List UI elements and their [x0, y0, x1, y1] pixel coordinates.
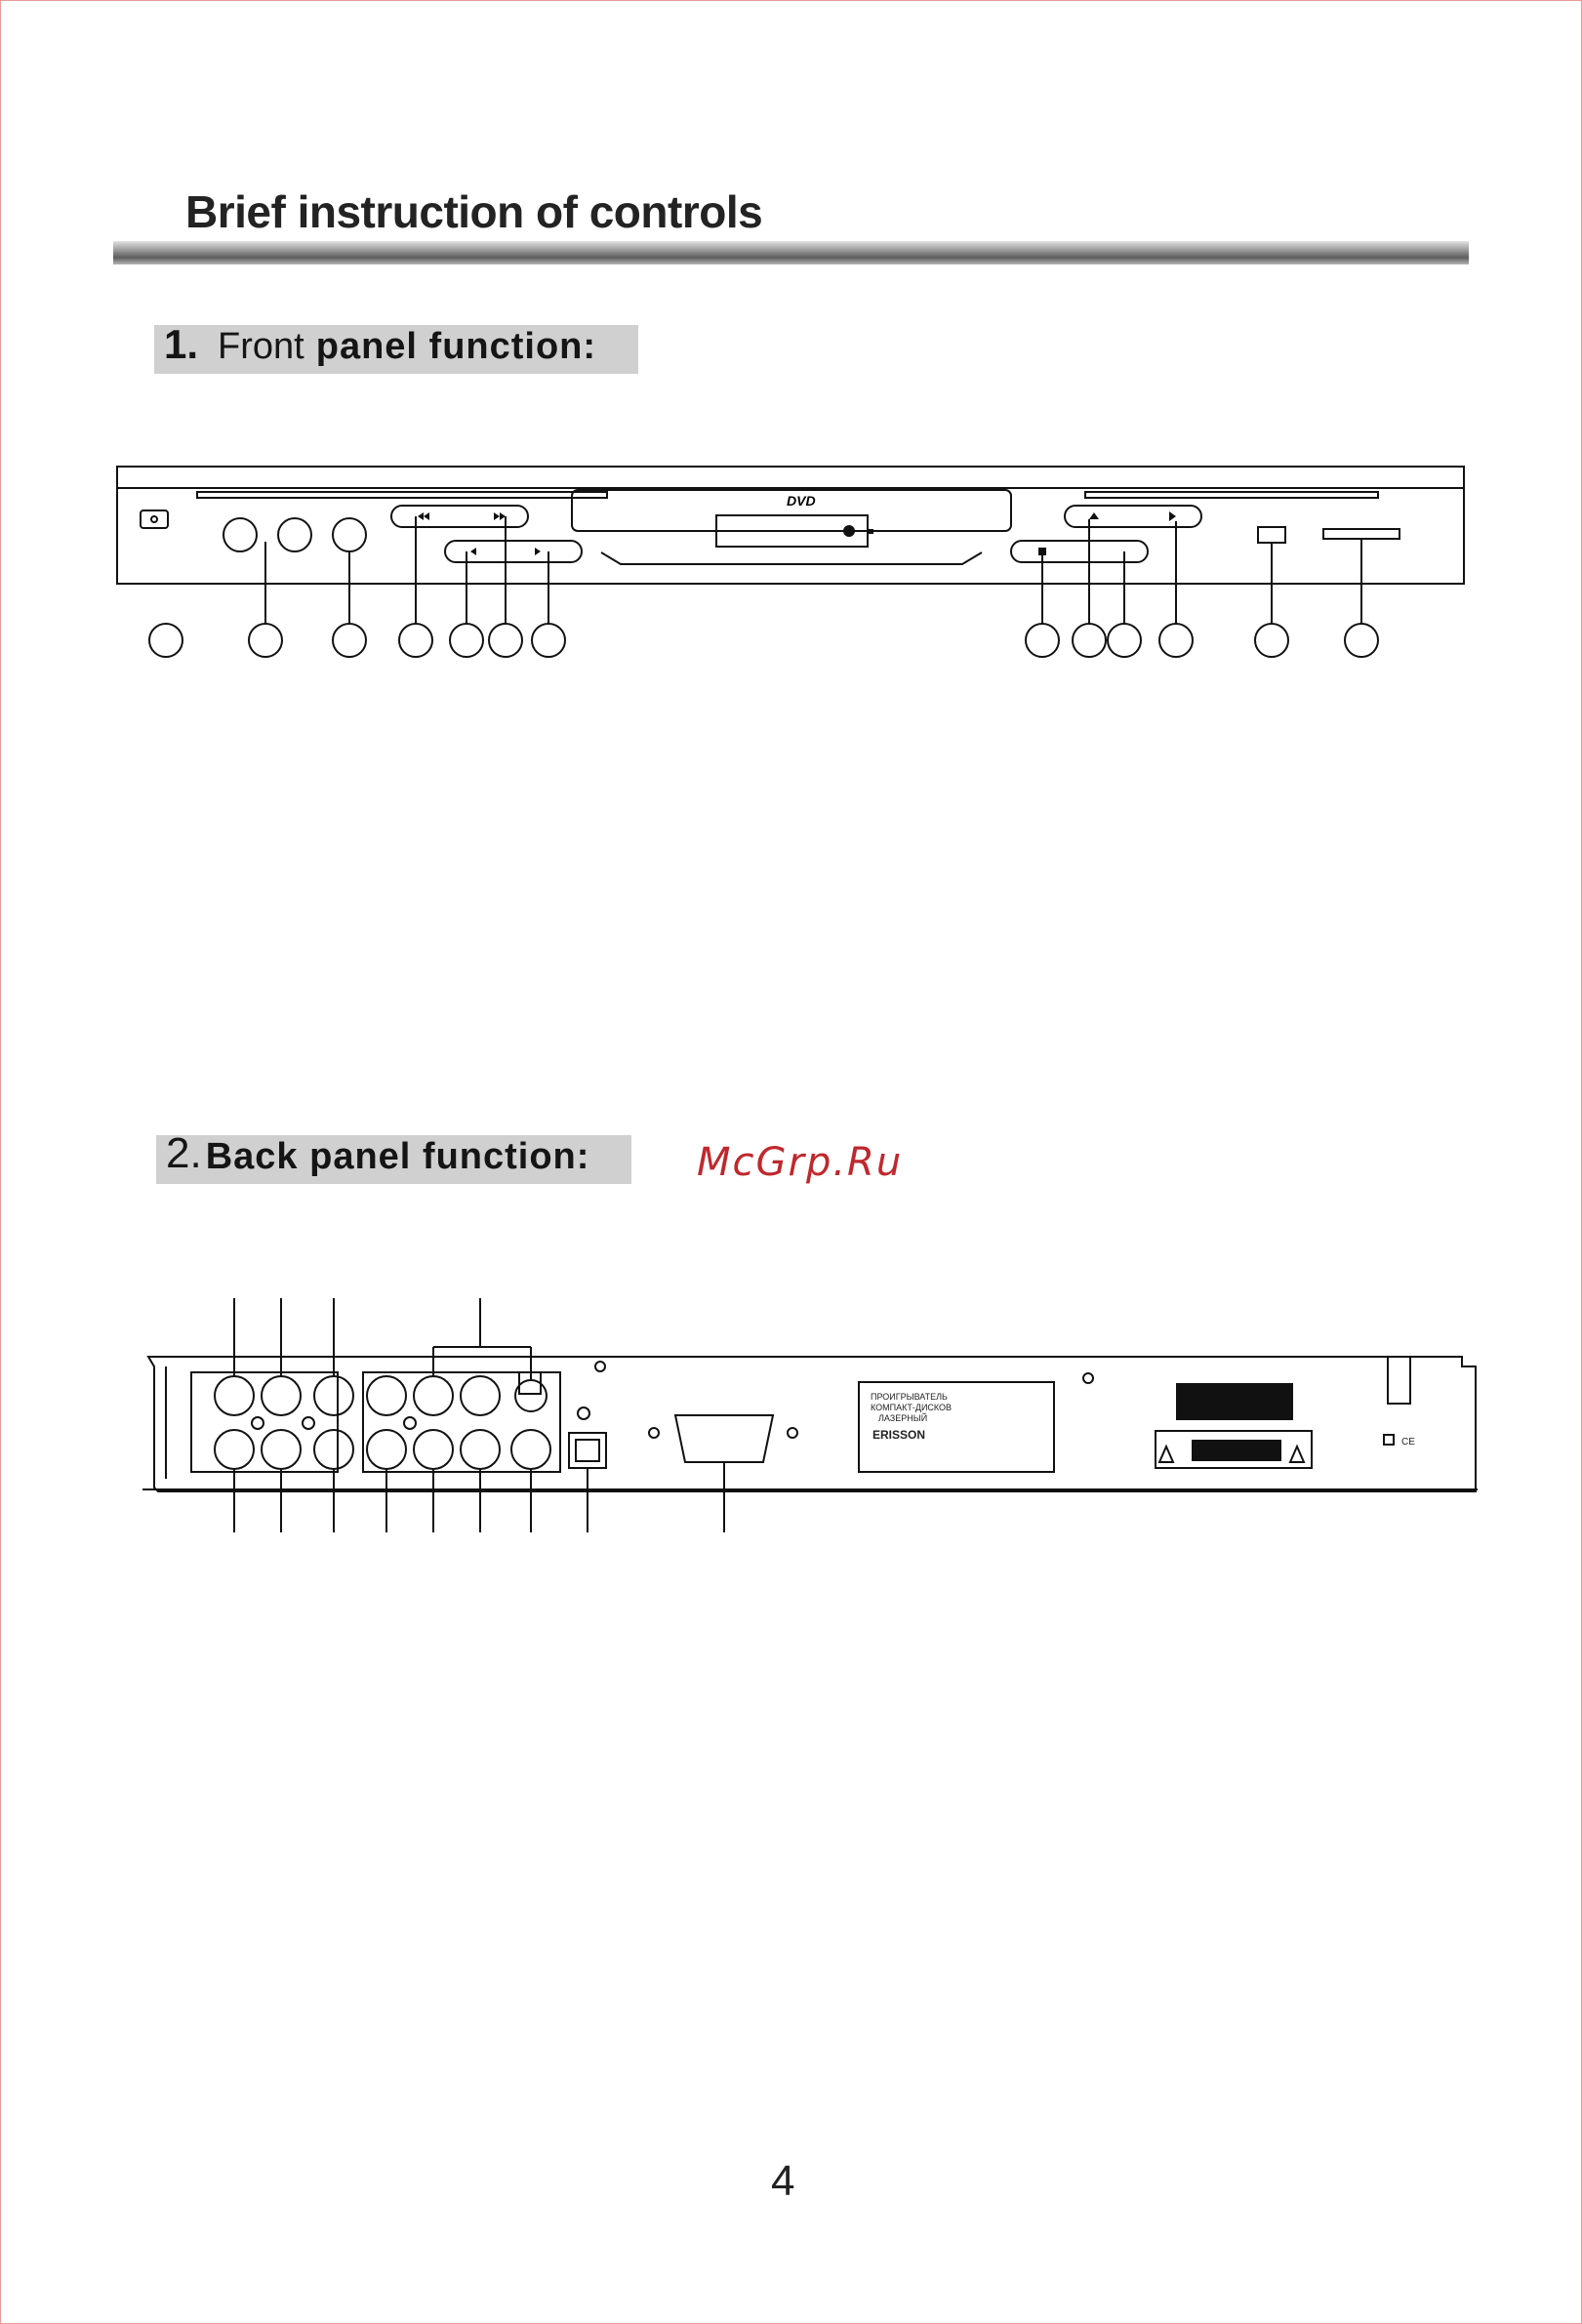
page-number: 4	[771, 2157, 795, 2205]
callout-circle	[1108, 624, 1141, 657]
rca-jack[interactable]	[511, 1430, 550, 1469]
page-title: Brief instruction of controls	[185, 186, 763, 237]
front-chassis	[117, 467, 1464, 584]
rca-jack[interactable]	[262, 1430, 301, 1469]
callout-circle	[333, 624, 366, 657]
stop-icon	[1038, 548, 1046, 555]
scart-connector[interactable]	[675, 1415, 773, 1462]
back-panel-heading	[156, 1129, 631, 1184]
callout-circle	[1345, 624, 1378, 657]
callout-circle	[249, 624, 282, 657]
callout-circle	[1026, 624, 1059, 657]
back-section-label: Back panel function:	[205, 1136, 590, 1177]
back-chassis	[148, 1357, 1476, 1491]
callout-circle	[149, 624, 183, 657]
callout-circle	[532, 624, 565, 657]
fast-forward-icon	[494, 512, 500, 520]
rca-jack[interactable]	[414, 1430, 453, 1469]
right-vent-slot	[1085, 492, 1378, 498]
front-section-number: 1.	[164, 321, 199, 367]
caution-label	[1177, 1384, 1292, 1419]
knob-1[interactable]	[223, 518, 257, 551]
callout-circle	[450, 624, 483, 657]
rewind-icon	[424, 512, 429, 520]
callout-circle	[489, 624, 522, 657]
callout-circle	[1255, 624, 1288, 657]
front-section-word: Front	[218, 326, 304, 367]
right-lower-button-pill[interactable]	[1011, 541, 1148, 562]
optical-output[interactable]	[569, 1433, 606, 1468]
title-rule	[113, 241, 1469, 265]
label-line-3: ЛАЗЕРНЫЙ	[878, 1413, 928, 1423]
label-line-2: КОМПАКТ-ДИСКОВ	[871, 1403, 953, 1412]
ir-sensor	[1258, 527, 1285, 543]
rca-jack[interactable]	[515, 1380, 547, 1411]
rca-jack[interactable]	[314, 1430, 353, 1469]
back-panel-diagram	[137, 1298, 1483, 1542]
eject-icon	[1089, 512, 1099, 519]
rca-jack[interactable]	[215, 1376, 254, 1415]
label-line-1: ПРОИГРЫВАТЕЛЬ	[871, 1392, 948, 1402]
watermark: McGrp.Ru	[697, 1140, 904, 1185]
rca-jack[interactable]	[461, 1430, 500, 1469]
next-icon	[535, 548, 541, 555]
callout-circle	[1073, 624, 1106, 657]
ce-mark: CE	[1401, 1437, 1415, 1447]
rca-jack[interactable]	[367, 1376, 406, 1415]
disc-logo-icon	[843, 525, 855, 537]
card-slot	[1323, 529, 1399, 539]
callout-circle	[399, 624, 432, 657]
rca-jack[interactable]	[461, 1376, 500, 1415]
power-button[interactable]	[141, 510, 168, 528]
knob-3[interactable]	[333, 518, 366, 551]
rca-jack[interactable]	[262, 1376, 301, 1415]
rca-jack[interactable]	[414, 1376, 453, 1415]
knob-2[interactable]	[278, 518, 311, 551]
rca-jack[interactable]	[314, 1376, 353, 1415]
callout-circle	[1159, 624, 1193, 657]
front-panel-diagram	[113, 459, 1470, 664]
front-panel-heading	[154, 321, 638, 374]
right-upper-button-pill[interactable]	[1065, 506, 1201, 527]
front-section-label: panel function:	[315, 326, 597, 367]
back-section-number: 2.	[166, 1129, 202, 1177]
rca-jack[interactable]	[367, 1430, 406, 1469]
left-vent-slot	[197, 492, 607, 498]
play-pause-icon	[1169, 511, 1176, 521]
front-logo: DVD	[787, 493, 816, 509]
left-upper-button-pill[interactable]	[391, 506, 528, 527]
brand-label: ERISSON	[872, 1428, 926, 1442]
rca-jack[interactable]	[215, 1430, 254, 1469]
prev-icon	[470, 548, 476, 555]
